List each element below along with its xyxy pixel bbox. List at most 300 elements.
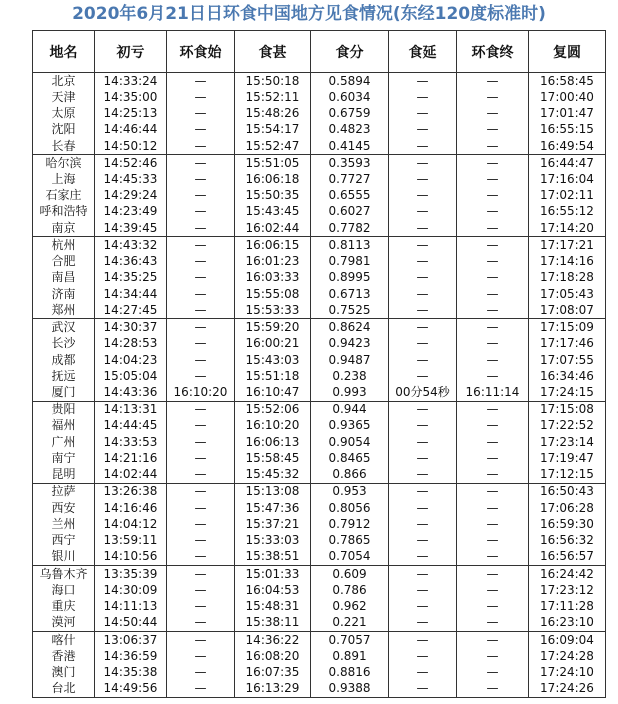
first-contact-cell: 14:02:44 (95, 467, 167, 484)
last-contact-cell: 16:56:32 (529, 532, 606, 548)
table-row (33, 418, 606, 434)
annular-end-cell: — (457, 138, 529, 155)
duration-cell: — (389, 450, 457, 466)
annular-start-cell: — (167, 237, 235, 254)
maximum-cell: 15:13:08 (235, 483, 311, 500)
annular-start-cell: — (167, 598, 235, 614)
last-contact-cell: 16:23:10 (529, 615, 606, 632)
table-row (33, 532, 606, 548)
last-contact-cell: 17:06:28 (529, 500, 606, 516)
table-row (33, 631, 606, 648)
city-cell: 南宁 (33, 450, 95, 466)
city-cell: 台北 (33, 681, 95, 698)
duration-cell: — (389, 319, 457, 336)
duration-cell: — (389, 286, 457, 302)
magnitude-cell: 0.8624 (311, 319, 389, 336)
duration-cell: — (389, 615, 457, 632)
city-cell: 西宁 (33, 532, 95, 548)
header-place: 地名 (33, 31, 95, 73)
magnitude-cell: 0.7981 (311, 254, 389, 270)
magnitude-cell: 0.609 (311, 565, 389, 582)
header-row (33, 31, 606, 73)
annular-end-cell: — (457, 270, 529, 286)
duration-cell: — (389, 401, 457, 418)
duration-cell: — (389, 681, 457, 698)
annular-start-cell: — (167, 500, 235, 516)
annular-end-cell: — (457, 483, 529, 500)
first-contact-cell: 14:21:16 (95, 450, 167, 466)
annular-start-cell: — (167, 631, 235, 648)
maximum-cell: 16:13:29 (235, 681, 311, 698)
last-contact-cell: 16:55:15 (529, 122, 606, 138)
city-cell: 昆明 (33, 467, 95, 484)
duration-cell: — (389, 336, 457, 352)
annular-end-cell: — (457, 188, 529, 204)
maximum-cell: 16:06:15 (235, 237, 311, 254)
city-cell: 福州 (33, 418, 95, 434)
city-cell: 天津 (33, 89, 95, 105)
city-cell: 喀什 (33, 631, 95, 648)
duration-cell: — (389, 171, 457, 187)
first-contact-cell: 14:44:45 (95, 418, 167, 434)
table-row (33, 204, 606, 220)
city-cell: 厦门 (33, 384, 95, 401)
city-cell: 石家庄 (33, 188, 95, 204)
first-contact-cell: 13:59:11 (95, 532, 167, 548)
first-contact-cell: 14:30:09 (95, 582, 167, 598)
duration-cell: 00分54秒 (389, 384, 457, 401)
last-contact-cell: 17:23:14 (529, 434, 606, 450)
annular-start-cell: — (167, 664, 235, 680)
annular-start-cell: — (167, 105, 235, 121)
table-header (33, 31, 606, 73)
annular-start-cell: — (167, 615, 235, 632)
last-contact-cell: 17:17:21 (529, 237, 606, 254)
city-cell: 呼和浩特 (33, 204, 95, 220)
duration-cell: — (389, 434, 457, 450)
annular-start-cell: — (167, 352, 235, 368)
duration-cell: — (389, 155, 457, 172)
annular-end-cell: — (457, 450, 529, 466)
annular-start-cell: — (167, 204, 235, 220)
eclipse-table (32, 30, 606, 698)
magnitude-cell: 0.962 (311, 598, 389, 614)
maximum-cell: 16:01:23 (235, 254, 311, 270)
first-contact-cell: 14:30:37 (95, 319, 167, 336)
last-contact-cell: 17:24:28 (529, 648, 606, 664)
city-cell: 漠河 (33, 615, 95, 632)
annular-end-cell: — (457, 352, 529, 368)
annular-start-cell: — (167, 516, 235, 532)
table-row (33, 138, 606, 155)
annular-end-cell: — (457, 171, 529, 187)
maximum-cell: 15:01:33 (235, 565, 311, 582)
city-cell: 成都 (33, 352, 95, 368)
city-cell: 西安 (33, 500, 95, 516)
magnitude-cell: 0.891 (311, 648, 389, 664)
annular-start-cell: — (167, 254, 235, 270)
magnitude-cell: 0.9487 (311, 352, 389, 368)
annular-end-cell: — (457, 105, 529, 121)
maximum-cell: 15:53:33 (235, 302, 311, 319)
table-row (33, 220, 606, 237)
first-contact-cell: 14:33:53 (95, 434, 167, 450)
magnitude-cell: 0.6713 (311, 286, 389, 302)
first-contact-cell: 14:50:12 (95, 138, 167, 155)
table-row (33, 155, 606, 172)
duration-cell: — (389, 516, 457, 532)
city-cell: 上海 (33, 171, 95, 187)
maximum-cell: 16:10:20 (235, 418, 311, 434)
annular-end-cell: — (457, 500, 529, 516)
magnitude-cell: 0.993 (311, 384, 389, 401)
last-contact-cell: 16:24:42 (529, 565, 606, 582)
city-cell: 拉萨 (33, 483, 95, 500)
first-contact-cell: 14:43:32 (95, 237, 167, 254)
first-contact-cell: 14:27:45 (95, 302, 167, 319)
annular-end-cell: — (457, 664, 529, 680)
annular-end-cell: — (457, 565, 529, 582)
last-contact-cell: 17:16:04 (529, 171, 606, 187)
duration-cell: — (389, 89, 457, 105)
table-row (33, 336, 606, 352)
table-row (33, 598, 606, 614)
duration-cell: — (389, 467, 457, 484)
last-contact-cell: 17:01:47 (529, 105, 606, 121)
first-contact-cell: 14:36:43 (95, 254, 167, 270)
table-row (33, 368, 606, 384)
last-contact-cell: 17:23:12 (529, 582, 606, 598)
first-contact-cell: 13:35:39 (95, 565, 167, 582)
last-contact-cell: 17:15:09 (529, 319, 606, 336)
duration-cell: — (389, 483, 457, 500)
annular-start-cell: — (167, 681, 235, 698)
table-row (33, 319, 606, 336)
annular-end-cell: — (457, 467, 529, 484)
magnitude-cell: 0.866 (311, 467, 389, 484)
annular-start-cell: — (167, 155, 235, 172)
magnitude-cell: 0.7525 (311, 302, 389, 319)
duration-cell: — (389, 302, 457, 319)
maximum-cell: 15:50:18 (235, 73, 311, 90)
first-contact-cell: 14:35:00 (95, 89, 167, 105)
duration-cell: — (389, 122, 457, 138)
table-row (33, 352, 606, 368)
header-annular-start: 环食始 (167, 31, 235, 73)
header-magnitude: 食分 (311, 31, 389, 73)
city-cell: 合肥 (33, 254, 95, 270)
city-cell: 海口 (33, 582, 95, 598)
duration-cell: — (389, 532, 457, 548)
maximum-cell: 15:58:45 (235, 450, 311, 466)
city-cell: 哈尔滨 (33, 155, 95, 172)
first-contact-cell: 15:05:04 (95, 368, 167, 384)
maximum-cell: 15:43:03 (235, 352, 311, 368)
table-row (33, 681, 606, 698)
magnitude-cell: 0.9423 (311, 336, 389, 352)
last-contact-cell: 16:56:57 (529, 549, 606, 566)
table-row (33, 467, 606, 484)
city-cell: 南京 (33, 220, 95, 237)
maximum-cell: 15:45:32 (235, 467, 311, 484)
first-contact-cell: 14:45:33 (95, 171, 167, 187)
maximum-cell: 15:59:20 (235, 319, 311, 336)
magnitude-cell: 0.9054 (311, 434, 389, 450)
magnitude-cell: 0.4145 (311, 138, 389, 155)
last-contact-cell: 17:15:08 (529, 401, 606, 418)
annular-start-cell: — (167, 270, 235, 286)
city-cell: 太原 (33, 105, 95, 121)
magnitude-cell: 0.3593 (311, 155, 389, 172)
first-contact-cell: 14:43:36 (95, 384, 167, 401)
annular-start-cell: — (167, 549, 235, 566)
header-annular-end: 环食终 (457, 31, 529, 73)
table-row (33, 105, 606, 121)
first-contact-cell: 13:06:37 (95, 631, 167, 648)
annular-start-cell: — (167, 220, 235, 237)
city-cell: 长沙 (33, 336, 95, 352)
annular-end-cell: — (457, 549, 529, 566)
annular-end-cell: — (457, 401, 529, 418)
header-last-contact: 复圆 (529, 31, 606, 73)
annular-start-cell: 16:10:20 (167, 384, 235, 401)
magnitude-cell: 0.7727 (311, 171, 389, 187)
maximum-cell: 16:06:18 (235, 171, 311, 187)
duration-cell: — (389, 598, 457, 614)
annular-start-cell: — (167, 418, 235, 434)
table-row (33, 483, 606, 500)
annular-end-cell: — (457, 532, 529, 548)
last-contact-cell: 17:11:28 (529, 598, 606, 614)
maximum-cell: 15:52:11 (235, 89, 311, 105)
last-contact-cell: 17:00:40 (529, 89, 606, 105)
table-row (33, 286, 606, 302)
table-title: 2020年6月21日日环食中国地方见食情况(东经120度标准时) (72, 4, 546, 24)
last-contact-cell: 17:07:55 (529, 352, 606, 368)
magnitude-cell: 0.4823 (311, 122, 389, 138)
table-row (33, 664, 606, 680)
maximum-cell: 16:07:35 (235, 664, 311, 680)
last-contact-cell: 16:58:45 (529, 73, 606, 90)
maximum-cell: 15:47:36 (235, 500, 311, 516)
annular-end-cell: — (457, 336, 529, 352)
table-body (33, 73, 606, 698)
table-row (33, 122, 606, 138)
first-contact-cell: 14:35:38 (95, 664, 167, 680)
first-contact-cell: 14:36:59 (95, 648, 167, 664)
maximum-cell: 15:51:05 (235, 155, 311, 172)
last-contact-cell: 16:49:54 (529, 138, 606, 155)
first-contact-cell: 14:52:46 (95, 155, 167, 172)
duration-cell: — (389, 270, 457, 286)
table-row (33, 270, 606, 286)
annular-end-cell: — (457, 582, 529, 598)
last-contact-cell: 17:17:46 (529, 336, 606, 352)
magnitude-cell: 0.7865 (311, 532, 389, 548)
magnitude-cell: 0.6555 (311, 188, 389, 204)
annular-start-cell: — (167, 368, 235, 384)
annular-start-cell: — (167, 171, 235, 187)
table-row (33, 434, 606, 450)
maximum-cell: 15:52:06 (235, 401, 311, 418)
last-contact-cell: 16:55:12 (529, 204, 606, 220)
annular-end-cell: — (457, 418, 529, 434)
maximum-cell: 15:52:47 (235, 138, 311, 155)
annular-end-cell: 16:11:14 (457, 384, 529, 401)
duration-cell: — (389, 664, 457, 680)
table-row (33, 237, 606, 254)
duration-cell: — (389, 138, 457, 155)
annular-start-cell: — (167, 565, 235, 582)
magnitude-cell: 0.8113 (311, 237, 389, 254)
first-contact-cell: 14:46:44 (95, 122, 167, 138)
annular-start-cell: — (167, 467, 235, 484)
annular-end-cell: — (457, 73, 529, 90)
annular-end-cell: — (457, 254, 529, 270)
first-contact-cell: 14:34:44 (95, 286, 167, 302)
annular-end-cell: — (457, 368, 529, 384)
annular-end-cell: — (457, 89, 529, 105)
magnitude-cell: 0.9388 (311, 681, 389, 698)
magnitude-cell: 0.8056 (311, 500, 389, 516)
annular-end-cell: — (457, 237, 529, 254)
first-contact-cell: 14:13:31 (95, 401, 167, 418)
first-contact-cell: 14:10:56 (95, 549, 167, 566)
duration-cell: — (389, 220, 457, 237)
city-cell: 兰州 (33, 516, 95, 532)
annular-start-cell: — (167, 188, 235, 204)
city-cell: 杭州 (33, 237, 95, 254)
duration-cell: — (389, 105, 457, 121)
last-contact-cell: 17:08:07 (529, 302, 606, 319)
maximum-cell: 15:38:51 (235, 549, 311, 566)
first-contact-cell: 14:50:44 (95, 615, 167, 632)
first-contact-cell: 14:25:13 (95, 105, 167, 121)
maximum-cell: 16:03:33 (235, 270, 311, 286)
annular-start-cell: — (167, 582, 235, 598)
maximum-cell: 15:33:03 (235, 532, 311, 548)
table-row (33, 565, 606, 582)
magnitude-cell: 0.6027 (311, 204, 389, 220)
annular-start-cell: — (167, 122, 235, 138)
magnitude-cell: 0.786 (311, 582, 389, 598)
last-contact-cell: 17:12:15 (529, 467, 606, 484)
duration-cell: — (389, 254, 457, 270)
last-contact-cell: 17:05:43 (529, 286, 606, 302)
table-row (33, 648, 606, 664)
city-cell: 香港 (33, 648, 95, 664)
last-contact-cell: 17:14:20 (529, 220, 606, 237)
annular-start-cell: — (167, 336, 235, 352)
table-row (33, 89, 606, 105)
maximum-cell: 16:08:20 (235, 648, 311, 664)
maximum-cell: 15:37:21 (235, 516, 311, 532)
header-first-contact: 初亏 (95, 31, 167, 73)
maximum-cell: 15:43:45 (235, 204, 311, 220)
duration-cell: — (389, 582, 457, 598)
maximum-cell: 15:48:26 (235, 105, 311, 121)
duration-cell: — (389, 204, 457, 220)
table-row (33, 254, 606, 270)
magnitude-cell: 0.8816 (311, 664, 389, 680)
table-row (33, 516, 606, 532)
table-row (33, 450, 606, 466)
city-cell: 郑州 (33, 302, 95, 319)
annular-start-cell: — (167, 483, 235, 500)
last-contact-cell: 17:19:47 (529, 450, 606, 466)
first-contact-cell: 14:29:24 (95, 188, 167, 204)
maximum-cell: 16:06:13 (235, 434, 311, 450)
last-contact-cell: 17:22:52 (529, 418, 606, 434)
table-row (33, 302, 606, 319)
city-cell: 贵阳 (33, 401, 95, 418)
table-row (33, 188, 606, 204)
duration-cell: — (389, 368, 457, 384)
duration-cell: — (389, 648, 457, 664)
table-row (33, 582, 606, 598)
annular-start-cell: — (167, 450, 235, 466)
maximum-cell: 15:48:31 (235, 598, 311, 614)
last-contact-cell: 16:59:30 (529, 516, 606, 532)
magnitude-cell: 0.8995 (311, 270, 389, 286)
duration-cell: — (389, 549, 457, 566)
city-cell: 北京 (33, 73, 95, 90)
annular-start-cell: — (167, 434, 235, 450)
annular-end-cell: — (457, 286, 529, 302)
city-cell: 武汉 (33, 319, 95, 336)
annular-start-cell: — (167, 319, 235, 336)
annular-end-cell: — (457, 302, 529, 319)
annular-end-cell: — (457, 319, 529, 336)
duration-cell: — (389, 237, 457, 254)
last-contact-cell: 16:44:47 (529, 155, 606, 172)
maximum-cell: 14:36:22 (235, 631, 311, 648)
city-cell: 沈阳 (33, 122, 95, 138)
maximum-cell: 15:55:08 (235, 286, 311, 302)
annular-end-cell: — (457, 615, 529, 632)
annular-end-cell: — (457, 122, 529, 138)
maximum-cell: 15:38:11 (235, 615, 311, 632)
table-row (33, 500, 606, 516)
magnitude-cell: 0.7054 (311, 549, 389, 566)
annular-start-cell: — (167, 532, 235, 548)
annular-start-cell: — (167, 401, 235, 418)
first-contact-cell: 14:33:24 (95, 73, 167, 90)
table-row (33, 615, 606, 632)
annular-start-cell: — (167, 286, 235, 302)
last-contact-cell: 17:02:11 (529, 188, 606, 204)
table-row (33, 401, 606, 418)
city-cell: 济南 (33, 286, 95, 302)
last-contact-cell: 17:24:15 (529, 384, 606, 401)
maximum-cell: 15:51:18 (235, 368, 311, 384)
duration-cell: — (389, 500, 457, 516)
first-contact-cell: 14:23:49 (95, 204, 167, 220)
last-contact-cell: 16:50:43 (529, 483, 606, 500)
annular-start-cell: — (167, 73, 235, 90)
last-contact-cell: 16:34:46 (529, 368, 606, 384)
header-duration: 食延 (389, 31, 457, 73)
city-cell: 银川 (33, 549, 95, 566)
table-row (33, 549, 606, 566)
table-row (33, 384, 606, 401)
duration-cell: — (389, 188, 457, 204)
magnitude-cell: 0.7057 (311, 631, 389, 648)
annular-start-cell: — (167, 89, 235, 105)
annular-start-cell: — (167, 302, 235, 319)
last-contact-cell: 17:14:16 (529, 254, 606, 270)
magnitude-cell: 0.238 (311, 368, 389, 384)
